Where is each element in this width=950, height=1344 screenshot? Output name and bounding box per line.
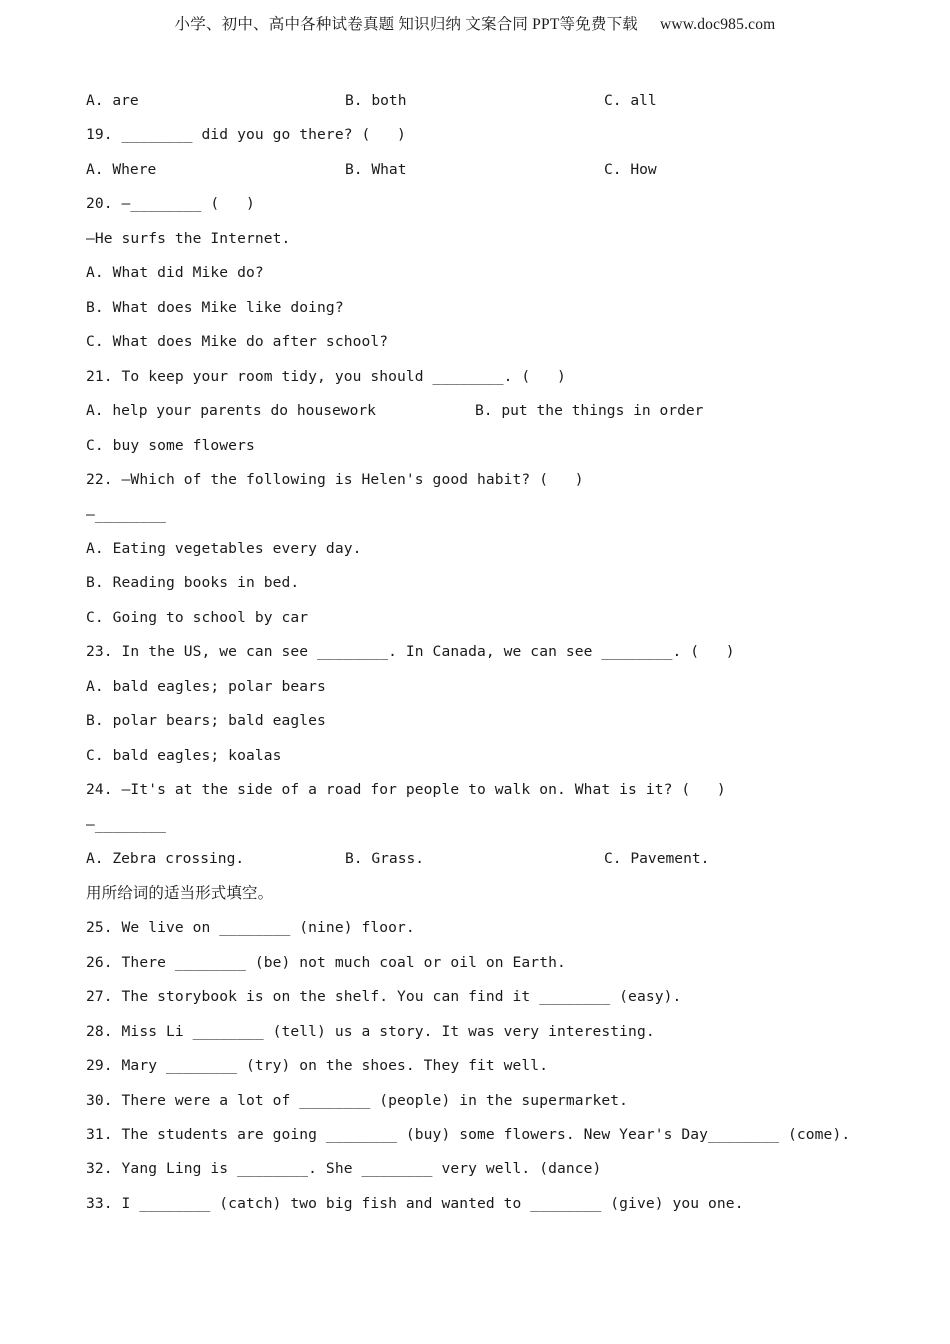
q21-option-b: B. put the things in order bbox=[475, 402, 704, 419]
q19-option-b: B. What bbox=[345, 161, 407, 178]
q24-option-a: A. Zebra crossing. bbox=[86, 850, 245, 867]
q21-stem: 21. To keep your room tidy, you should ________. ( ) bbox=[86, 368, 566, 385]
q23-option-c: C. bald eagles; koalas bbox=[86, 747, 282, 764]
q18-option-a: A. are bbox=[86, 92, 139, 109]
q22-option-a: A. Eating vegetables every day. bbox=[86, 540, 362, 557]
q24-option-b: B. Grass. bbox=[345, 850, 425, 867]
q23-option-a: A. bald eagles; polar bears bbox=[86, 678, 326, 695]
q24-stem: 24. —It's at the side of a road for people to walk on. What is it? ( ) bbox=[86, 781, 726, 798]
q24-option-c: C. Pavement. bbox=[604, 850, 710, 867]
section-title: 用所给词的适当形式填空。 bbox=[86, 884, 274, 902]
q22-blank: —________ bbox=[86, 506, 166, 523]
fill-item: 31. The students are going ________ (buy) some flowers. New Year's Day________ (come). bbox=[86, 1126, 851, 1143]
q22-stem: 22. —Which of the following is Helen's good habit? ( ) bbox=[86, 471, 584, 488]
fill-item: 28. Miss Li ________ (tell) us a story. It was very interesting. bbox=[86, 1023, 655, 1040]
fill-item: 30. There were a lot of ________ (people) in the supermarket. bbox=[86, 1092, 629, 1109]
fill-item: 29. Mary ________ (try) on the shoes. They fit well. bbox=[86, 1057, 549, 1074]
q19-option-a: A. Where bbox=[86, 161, 157, 178]
header-site: www.doc985.com bbox=[659, 16, 776, 33]
q19-option-c: C. How bbox=[604, 161, 657, 178]
header-title: 小学、初中、高中各种试卷真题 知识归纳 文案合同 PPT等免费下载 bbox=[174, 16, 638, 33]
fill-item: 25. We live on ________ (nine) floor. bbox=[86, 919, 415, 936]
q18-option-b: B. both bbox=[345, 92, 407, 109]
q21-option-c: C. buy some flowers bbox=[86, 437, 255, 454]
q24-blank: —________ bbox=[86, 816, 166, 833]
fill-item: 26. There ________ (be) not much coal or oil on Earth. bbox=[86, 954, 566, 971]
q20-option-c: C. What does Mike do after school? bbox=[86, 333, 389, 350]
q23-option-b: B. polar bears; bald eagles bbox=[86, 712, 326, 729]
q20-stem: 20. —________ ( ) bbox=[86, 195, 255, 212]
q22-option-c: C. Going to school by car bbox=[86, 609, 309, 626]
q20-option-a: A. What did Mike do? bbox=[86, 264, 264, 281]
fill-item: 33. I ________ (catch) two big fish and wanted to ________ (give) you one. bbox=[86, 1195, 744, 1212]
q20-option-b: B. What does Mike like doing? bbox=[86, 299, 344, 316]
q21-option-a: A. help your parents do housework bbox=[86, 402, 376, 419]
q18-option-c: C. all bbox=[604, 92, 657, 109]
q19-stem: 19. ________ did you go there? ( ) bbox=[86, 126, 406, 143]
q23-stem: 23. In the US, we can see ________. In Canada, we can see ________. ( ) bbox=[86, 643, 735, 660]
fill-item: 27. The storybook is on the shelf. You can find it ________ (easy). bbox=[86, 988, 682, 1005]
fill-item: 32. Yang Ling is ________. She ________ very well. (dance) bbox=[86, 1160, 602, 1177]
q22-option-b: B. Reading books in bed. bbox=[86, 574, 300, 591]
q20-answer: —He surfs the Internet. bbox=[86, 230, 291, 247]
page-header bbox=[0, 12, 950, 34]
